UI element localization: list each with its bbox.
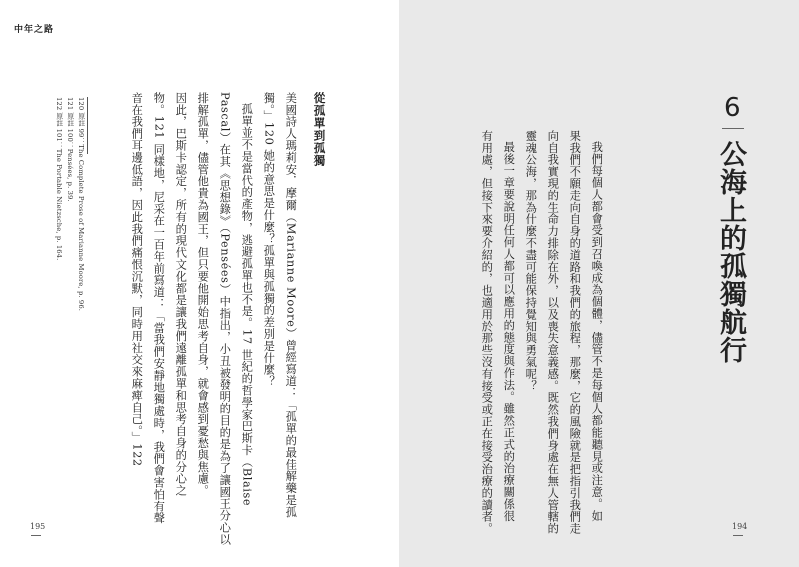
notes-rule: [87, 97, 88, 154]
footnote-121: 121 原註 100：Pensées, p. 39.: [65, 97, 74, 202]
right-body-line-4: 靈魂公海，那為什麼不盡可能保持覺知與勇氣呢？: [524, 130, 538, 392]
right-body-line-6: 有用處，但接下來要介紹的，也適用於那些沒有接受或正在接受治療的讀者。: [480, 130, 494, 535]
right-page-number: 194: [732, 522, 748, 531]
left-body-line-1: 美國詩人瑪莉安．摩爾（Marianne Moore）曾經寫道：「孤單的最佳解藥是孤: [284, 92, 298, 518]
left-body-line-6: 因此，巴斯卡認定，所有的現代文化都是讓我們遠離孤單和思考自身的分心之: [174, 92, 188, 497]
chapter-title: 公海上的孤獨航行: [715, 140, 746, 364]
running-head: 中年之路: [14, 25, 55, 35]
chapter-rule: [722, 128, 744, 129]
left-body-line-5: 排解孤單，儘管他貴為國王，但只要他開始思考自身，就會感到憂愁與焦慮。: [196, 92, 210, 497]
left-page-number-rule: [31, 535, 41, 536]
chapter-number: 6: [724, 93, 741, 123]
right-page-number-rule: [733, 535, 743, 536]
left-body-line-3: 孤單並不是當代的產物，逃避孤單也不是。17 世紀的哲學家巴斯卡（Blaise: [240, 103, 254, 507]
footnote-122: 122 原註 101：The Portable Nietzsche, p. 164.: [54, 97, 63, 261]
right-body-line-1: 我們每個人都會受到召喚成為個體，儘管不是每個人都能聽見或注意。如: [590, 141, 604, 522]
footnote-120: 120 原註 99：The Complete Prose of Marianne Moore, p. 96.: [76, 97, 85, 312]
left-body-line-8: 音在我們耳邊低語，因此我們痛恨沉默，同時用社交來麻痺自己。」122: [130, 92, 144, 467]
left-page-number: 195: [30, 522, 46, 531]
right-body-line-3: 向自我實現的生命力排除在外，以及喪失意義感。既然我們身處在無人管轄的: [546, 130, 560, 535]
section-heading: 從孤單到孤獨: [312, 92, 327, 167]
left-body-line-7: 物。121 同樣地，尼采在一百年前寫道：「當我們安靜地獨處時，我們會害怕有聲: [152, 92, 166, 525]
right-body-line-5: 最後一章要說明任何人都可以應用的態度與作法。雖然正式的治療關係很: [502, 141, 516, 522]
right-body-line-2: 果我們不願走向自身的道路和我們的旅程，那麼，它的風險就是把指引我們走: [568, 130, 582, 535]
left-body-line-4: Pascal）在其《思想錄》（Pensées）中指出，小丑被發明的目的是為了讓國王分心以: [218, 92, 232, 546]
left-body-line-2: 獨。」120 她的意思是什麼？孤單與孤獨的差別是什麼？: [262, 92, 276, 388]
